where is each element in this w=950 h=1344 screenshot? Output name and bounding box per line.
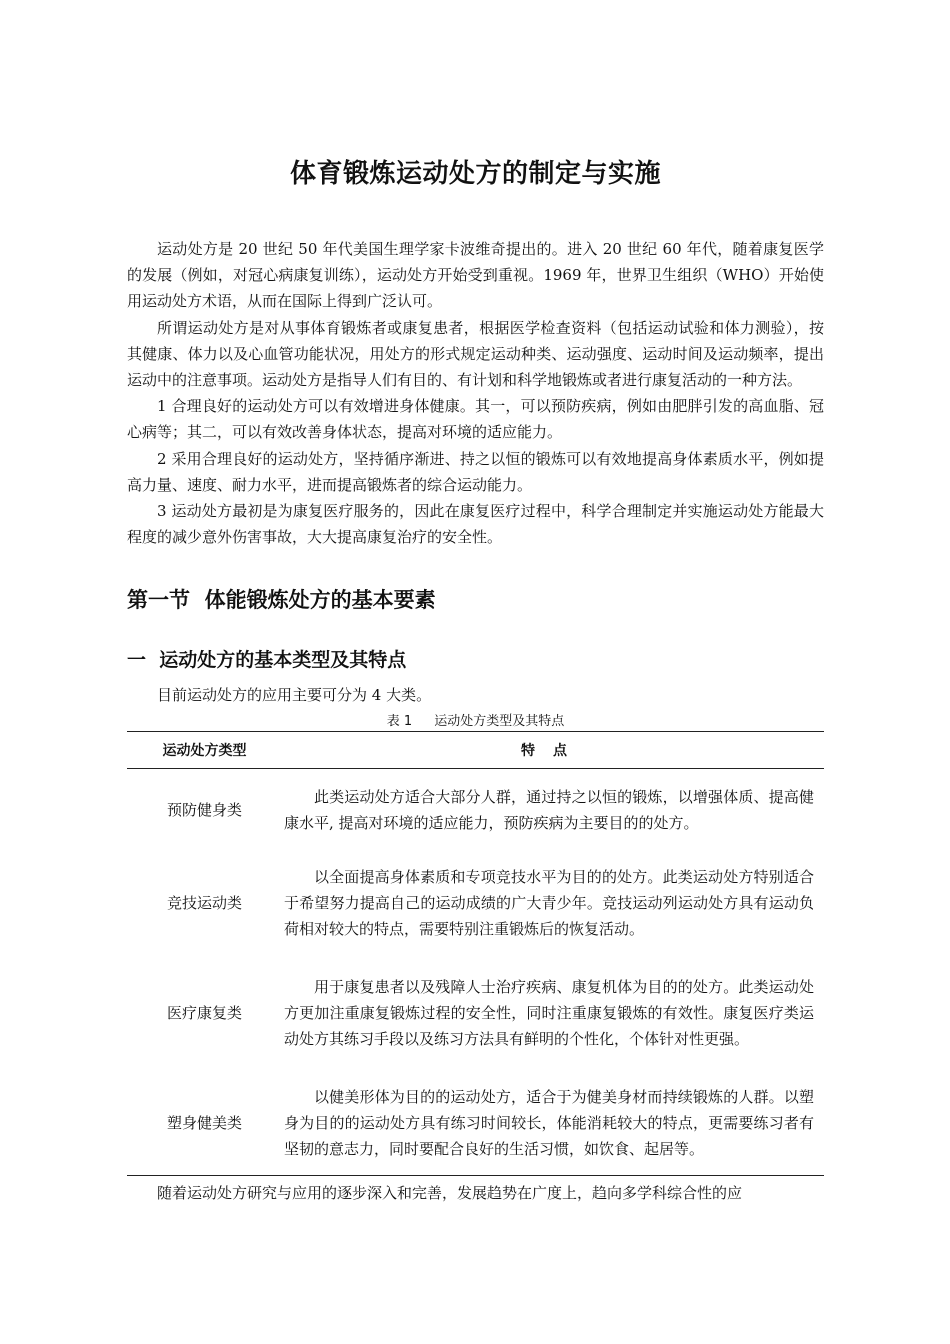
row-features: 用于康复患者以及残障人士治疗疾病、康复机体为目的的处方。此类运动处方更加注重康复锻炼过程的安全性，同时注重康复锻炼的有效性。康复医疗类运动处方其练习手段以及练习方法具有鲜明的个性化，个体针对性更强。 [284, 978, 814, 1048]
table-row [127, 955, 824, 1069]
header-type: 运动处方类型 [127, 732, 282, 769]
row-features: 此类运动处方适合大部分人群，通过持之以恒的锻炼，以增强体质、提高健康水平, 提高对环境的适应能力，预防疾病为主要目的的处方。 [284, 788, 814, 832]
table-header-row [127, 732, 824, 769]
row-type: 预防健身类 [166, 800, 242, 819]
row-type: 竞技运动类 [166, 893, 242, 912]
document-title: 体育锻炼运动处方的制定与实施 [289, 159, 661, 189]
paragraph-point-2: 2 采用合理良好的运动处方，坚持循序渐进、持之以恒的锻炼可以有效地提高身体素质水平，例如提高力量、速度、耐力水平，进而提高锻炼者的综合运动能力。 [127, 449, 824, 494]
table-row [127, 769, 824, 850]
intro-paragraphs [127, 236, 824, 550]
table-caption-title: 运动处方类型及其特点 [434, 714, 565, 729]
row-features: 以全面提高身体素质和专项竞技水平为目的的处方。此类运动处方特别适合于希望努力提高自己的运动成绩的广大青少年。竞技运动列运动处方具有运动负荷相对较大的特点，需要特别注重锻炼后的恢复活动。 [284, 868, 814, 938]
subsection-heading: 一 运动处方的基本类型及其特点 [127, 649, 407, 671]
table-caption-number: 表 1 [386, 714, 413, 729]
table-row [127, 1069, 824, 1176]
table-intro-text: 目前运动处方的应用主要可分为 4 大类。 [157, 686, 432, 704]
paragraph-history: 运动处方是 20 世纪 50 年代美国生理学家卡波维奇提出的。进入 20 世纪 60 年代，随着康复医学的发展（例如，对冠心病康复训练），运动处方开始受到重视。1969 年，世界卫生组织（WHO）开始使用运动处方术语，从而在国际上得到广泛认可。 [127, 240, 824, 311]
table-row [127, 849, 824, 955]
table-intro [127, 682, 824, 708]
paragraph-point-3: 3 运动处方最初是为康复医疗服务的，因此在康复医疗过程中，科学合理制定并实施运动处方能最大程度的减少意外伤害事故，大大提高康复治疗的安全性。 [127, 502, 824, 547]
table-caption [127, 710, 824, 729]
closing-text: 随着运动处方研究与应用的逐步深入和完善，发展趋势在广度上，趋向多学科综合性的应 [157, 1184, 743, 1202]
paragraph-point-1: 1 合理良好的运动处方可以有效增进身体健康。其一，可以预防疾病，例如由肥胖引发的高血脂、冠心病等；其二，可以有效改善身体状态，提高对环境的适应能力。 [127, 397, 824, 442]
row-type: 医疗康复类 [166, 1003, 242, 1022]
closing-paragraph [127, 1180, 824, 1206]
prescription-types-table [127, 731, 824, 1176]
paragraph-definition: 所谓运动处方是对从事体育锻炼者或康复患者，根据医学检查资料（包括运动试验和体力测验），按其健康、体力以及心血管功能状况，用处方的形式规定运动种类、运动强度、运动时间及运动频率，提出运动中的注意事项。运动处方是指导人们有目的、有计划和科学地锻炼或者进行康复活动的一种方法。 [127, 318, 824, 390]
section-heading: 第一节 体能锻炼处方的基本要素 [127, 588, 436, 612]
header-features: 特点 [282, 732, 824, 769]
row-type: 塑身健美类 [166, 1113, 242, 1132]
row-features: 以健美形体为目的的运动处方，适合于为健美身材而持续锻炼的人群。以塑身为目的的运动处方具有练习时间较长，体能消耗较大的特点，更需要练习者有坚韧的意志力，同时要配合良好的生活习惯，如饮食、起居等。 [284, 1088, 814, 1158]
